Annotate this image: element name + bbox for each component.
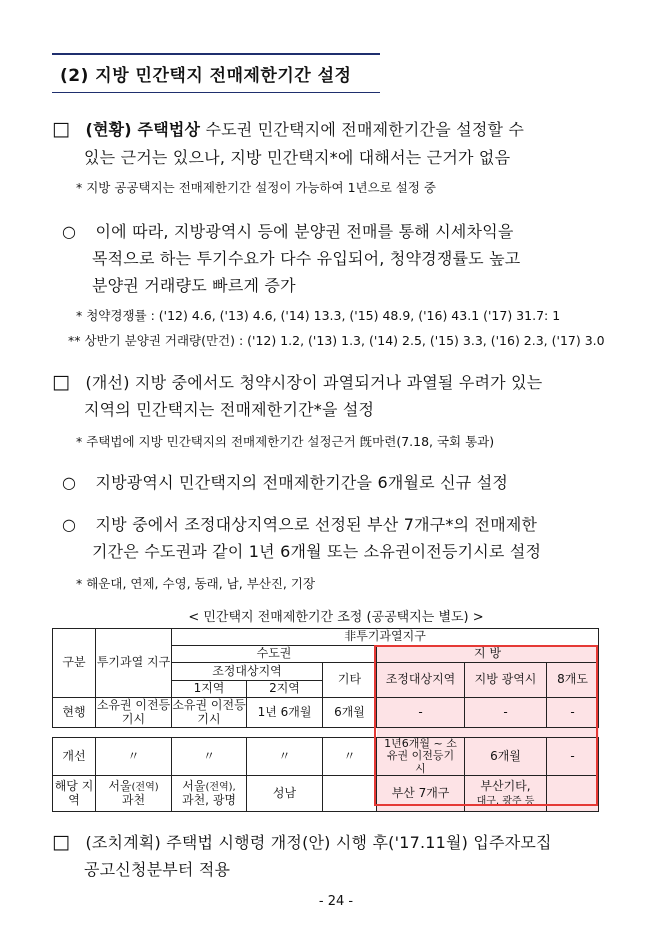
cell: 〃 [96, 738, 172, 776]
header-overheated: 투기과열 지구 [96, 629, 172, 698]
cell: 〃 [247, 738, 323, 776]
para4-line1: 지방광역시 민간택지의 전매제한기간을 6개월로 신규 설정 [95, 473, 509, 492]
para2-line3: 분양권 거래량도 빠르게 증가 [92, 276, 296, 295]
circle-bullet-icon: ○ [62, 515, 77, 534]
cell-text: 과천, 광명 [182, 792, 236, 807]
cell: 성남 [247, 776, 323, 812]
cell: - [465, 698, 547, 728]
table-row [53, 738, 599, 776]
para5 [62, 512, 537, 535]
section-title: (2) 지방 민간택지 전매제한기간 설정 [60, 66, 352, 86]
para5-line2: 기간은 수도권과 같이 1년 6개월 또는 소유권이전등기시로 설정 [92, 542, 542, 561]
header-zone2: 2지역 [247, 681, 323, 698]
cell: - [547, 698, 599, 728]
para3-line2: 지역의 민간택지는 전매제한기간*을 설정 [84, 400, 375, 419]
para1-note: * 지방 공공택지는 전매제한기간 설정이 가능하여 1년으로 설정 중 [76, 180, 436, 195]
page-number: - 24 - [318, 894, 354, 909]
cell-text: 서울 [108, 779, 132, 794]
cell: 소유권 이전등기시 [172, 698, 246, 726]
para5-note: * 해운대, 연제, 수영, 동래, 남, 부산진, 기장 [76, 576, 316, 591]
para6-line2: 공고신청분부터 적용 [84, 860, 231, 879]
para-action-plan [52, 830, 552, 853]
cell-text: 과천 [121, 792, 146, 807]
header-provinces: 지 방 [377, 646, 599, 663]
cell [323, 776, 377, 812]
cell: - [547, 738, 599, 776]
cell: 1년6개월 ~ 소유권 이전등기시 [377, 738, 465, 776]
circle-bullet-icon: ○ [62, 473, 77, 492]
para2-note1: * 청약경쟁률 : ('12) 4.6, ('13) 4.6, ('14) 13.3, ('15) 48.9, ('16) 43.1 ('17) 31.7: 1 [76, 308, 561, 323]
para1-head: (현황) 주택법상 [85, 120, 201, 139]
para-improvement [52, 370, 542, 393]
para2-line1: 이에 따라, 지방광역시 등에 분양권 전매를 통해 시세차익을 [95, 222, 514, 241]
para3-note: * 주택법에 지방 민간택지의 전매제한기간 설정근거 旣마련(7.18, 국회 통과) [76, 434, 495, 449]
para3-line1: (개선) 지방 중에서도 청약시장이 과열되거나 과열될 우려가 있는 [85, 373, 543, 392]
header-zone1: 1지역 [172, 681, 247, 698]
para2-line1-wrap [62, 219, 514, 242]
checkbox-bullet-icon: □ [52, 831, 71, 853]
cell: - [377, 698, 465, 728]
checkbox-bullet-icon: □ [52, 371, 71, 393]
cell-text: 서울 [182, 779, 206, 794]
resale-restriction-table [52, 628, 599, 812]
cell: 6개월 [465, 738, 547, 776]
header-non-overheated: 非투기과열지구 [172, 629, 599, 646]
cell [547, 776, 599, 812]
table-row [53, 776, 599, 812]
cell [172, 776, 247, 812]
row-current-label: 현행 [53, 698, 96, 728]
para2-note2: ** 상반기 분양권 거래량(만건) : ('12) 1.2, ('13) 1.3, ('14) 2.5, ('15) 3.3, ('16) 2.3, ('17) 3.0 [68, 333, 605, 348]
table-caption: < 민간택지 전매제한기간 조정 (공공택지는 별도) > [188, 610, 484, 625]
header-8-provinces: 8개도 [547, 663, 599, 698]
cell-text: 부산기타, [480, 779, 531, 794]
row-region-label: 해당 지역 [53, 776, 96, 812]
circle-bullet-icon: ○ [62, 222, 77, 241]
cell: 부산 7개구 [377, 776, 465, 812]
header-capital-area: 수도권 [172, 646, 377, 663]
cell-text: 대구, 광주 등 [476, 795, 535, 807]
section-header [52, 53, 380, 93]
header-metro-cities: 지방 광역시 [465, 663, 547, 698]
row-improved-label: 개선 [53, 738, 96, 776]
cell: 소유권 이전등기시 [96, 698, 171, 726]
cell [96, 776, 172, 812]
checkbox-bullet-icon: □ [52, 118, 71, 140]
para1-line1: 수도권 민간택지에 전매제한기간을 설정할 수 [200, 120, 525, 139]
cell-text: (전역), [205, 782, 236, 794]
para-current-status [52, 117, 524, 140]
para1-line2: 있는 근거는 있으나, 지방 민간택지*에 대해서는 근거가 없음 [84, 148, 511, 167]
para5-line1: 지방 중에서 조정대상지역으로 선정된 부산 7개구*의 전매제한 [95, 515, 538, 534]
cell: 6개월 [323, 698, 377, 728]
header-adjustment-capital: 조정대상지역 [172, 663, 323, 681]
para2-line2: 목적으로 하는 투기수요가 다수 유입되어, 청약경쟁률도 높고 [92, 249, 521, 268]
table-row [53, 698, 599, 728]
cell [465, 776, 547, 812]
header-gubun: 구분 [53, 629, 96, 698]
cell: 1년 6개월 [247, 698, 323, 728]
header-other: 기타 [323, 663, 377, 698]
header-adjustment-provinces: 조정대상지역 [377, 663, 465, 698]
cell: 〃 [172, 738, 247, 776]
para4 [62, 470, 508, 493]
cell-text: (전역) [131, 782, 159, 794]
cell: 〃 [323, 738, 377, 776]
para6-line1: (조치계획) 주택법 시행령 개정(안) 시행 후('17.11월) 입주자모집 [85, 833, 552, 852]
